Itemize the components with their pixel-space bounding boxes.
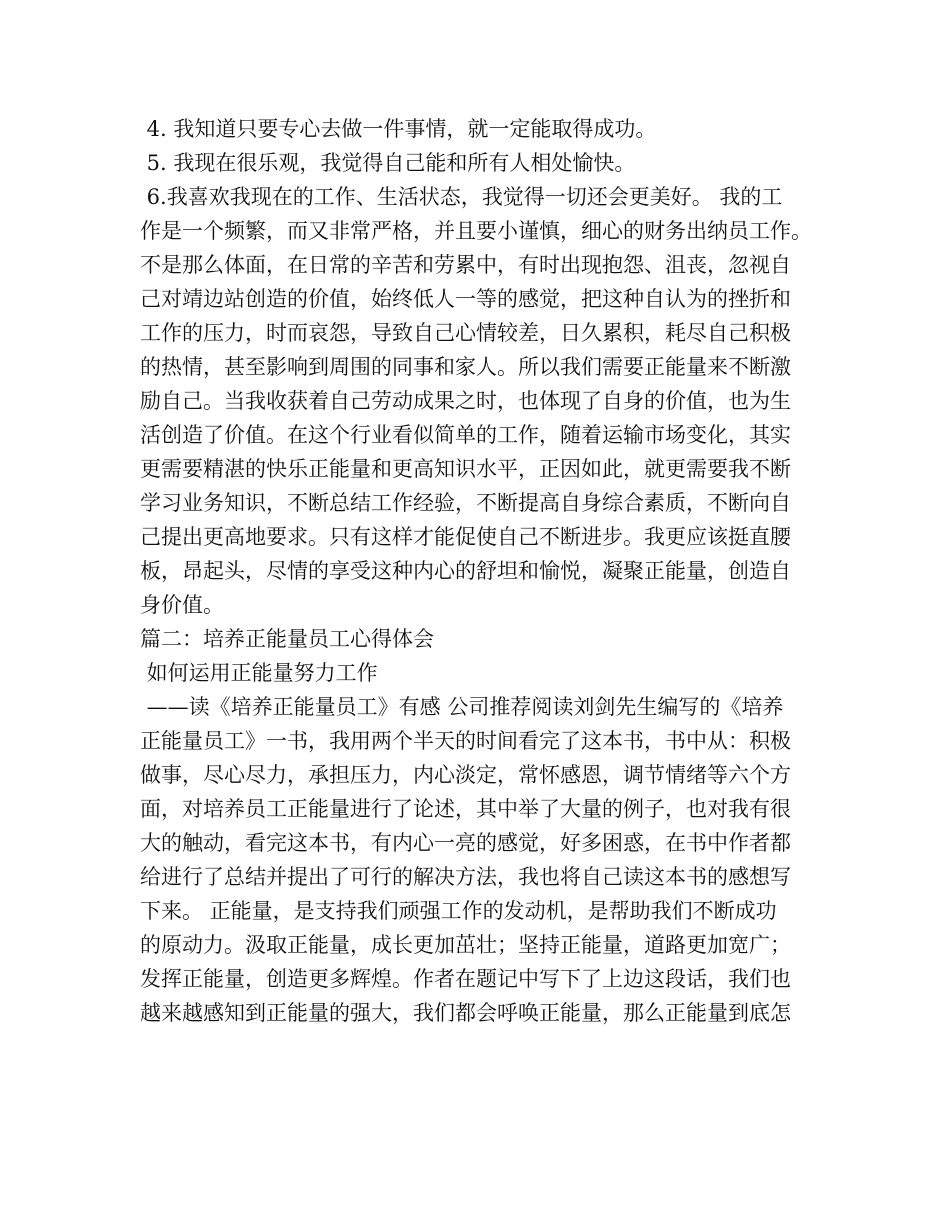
text-line: 的热情，甚至影响到周围的同事和家人。所以我们需要正能量来不断激: [140, 355, 791, 379]
text-line: 给进行了总结并提出了可行的解决方法，我也将自己读这本书的感想写: [140, 865, 791, 889]
text-line: 正能量员工》一书，我用两个半天的时间看完了这本书，书中从：积极: [140, 729, 791, 753]
article-title: 如何运用正能量努力工作: [140, 661, 378, 685]
text-line: 作是一个频繁，而又非常严格，并且要小谨慎，细心的财务出纳员工作。: [140, 219, 812, 243]
text-line: 己对靖边站创造的价值，始终低人一等的感觉，把这种自认为的挫折和: [140, 287, 791, 311]
text-line: 更需要精湛的快乐正能量和更高知识水平，正因如此，就更需要我不断: [140, 457, 791, 481]
text-line: 4. 我知道只要专心去做一件事情，就一定能取得成功。: [140, 117, 657, 141]
text-line: 面，对培养员工正能量进行了论述，其中举了大量的例子，也对我有很: [140, 797, 791, 821]
text-line: 己提出更高地要求。只有这样才能促使自己不断进步。我更应该挺直腰: [140, 525, 791, 549]
text-line: 身价值。: [140, 593, 224, 617]
text-line: 5. 我现在很乐观，我觉得自己能和所有人相处愉快。: [140, 151, 636, 175]
text-line: 的原动力。汲取正能量，成长更加茁壮；坚持正能量，道路更加宽广；: [140, 933, 791, 957]
text-line: 下来。 正能量，是支持我们顽强工作的发动机，是帮助我们不断成功: [140, 899, 777, 923]
text-line: 发挥正能量，创造更多辉煌。作者在题记中写下了上边这段话，我们也: [140, 967, 791, 991]
text-line: ——读《培养正能量员工》有感 公司推荐阅读刘剑先生编写的《培养: [140, 695, 784, 719]
text-line: 6.我喜欢我现在的工作、生活状态，我觉得一切还会更美好。 我的工: [140, 185, 783, 209]
text-line: 学习业务知识，不断总结工作经验，不断提高自身综合素质，不断向自: [140, 491, 791, 515]
text-line: 做事，尽心尽力，承担压力，内心淡定，常怀感恩，调节情绪等六个方: [140, 763, 791, 787]
text-line: 板，昂起头，尽情的享受这种内心的舒坦和愉悦，凝聚正能量，创造自: [140, 559, 791, 583]
text-line: 大的触动，看完这本书，有内心一亮的感觉，好多困惑，在书中作者都: [140, 831, 791, 855]
text-line: 不是那么体面，在日常的辛苦和劳累中，有时出现抱怨、沮丧，忽视自: [140, 253, 791, 277]
text-line: 越来越感知到正能量的强大，我们都会呼唤正能量，那么正能量到底怎: [140, 1001, 791, 1025]
section-heading: 篇二：培养正能量员工心得体会: [140, 627, 434, 651]
text-line: 励自己。当我收获着自己劳动成果之时，也体现了自身的价值，也为生: [140, 389, 791, 413]
text-line: 活创造了价值。在这个行业看似简单的工作，随着运输市场变化，其实: [140, 423, 791, 447]
text-line: 工作的压力，时而哀怨，导致自己心情较差，日久累积，耗尽自己积极: [140, 321, 791, 345]
body-text: [140, 112, 840, 1030]
